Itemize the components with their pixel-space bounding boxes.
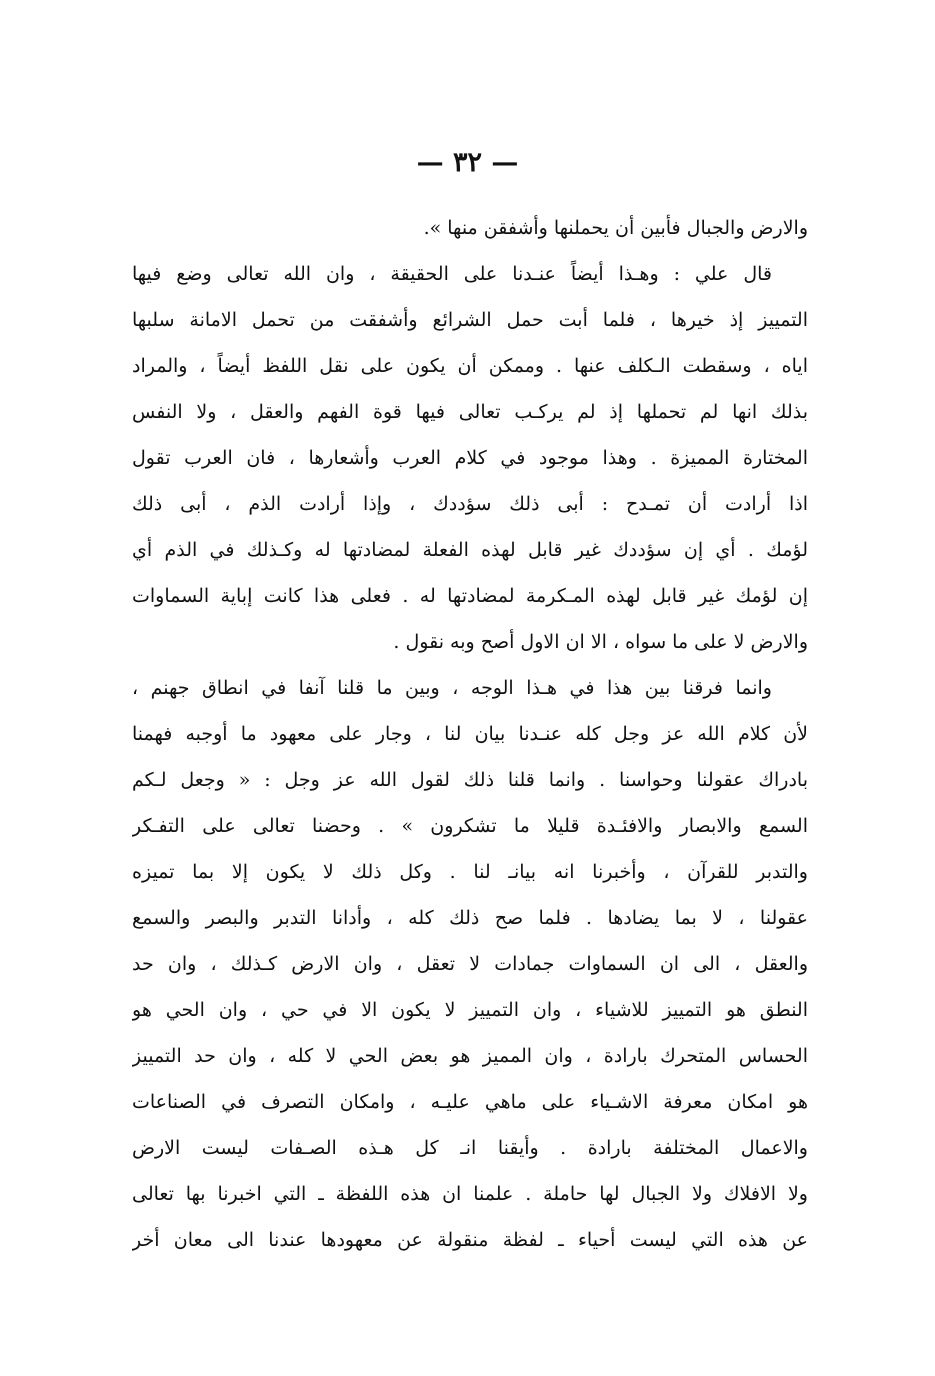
text-line: عقولنا ، لا بما يضادها . فلما صح ذلك كله ، وأدانا التدبر والبصر والسمع [132,907,808,929]
text-line: النطق هو التمييز للاشياء ، وان التمييز لا يكون الا في حي ، وان الحي هو [132,999,808,1021]
text-line: السمع والابصار والافئـدة قليلا ما تشكرون » . وحضنا تعالى على التفـكر [132,815,808,837]
text-line: وانما فرقنا بين هذا في هـذا الوجه ، وبين ما قلنا آنفا في انطاق جهنم ، [132,677,772,699]
text-line: قال علي : وهـذا أيضاً عنـدنا على الحقيقة ، وان الله تعالى وضع فيها [132,263,772,285]
text-line: بادراك عقولنا وحواسنا . وانما قلنا ذلك لقول الله عز وجل : « وجعل لـكم [132,769,808,791]
text-line: والتدبر للقرآن ، وأخبرنا انه بيانـ لنا . وكل ذلك لا يكون إلا بما تميزه [132,861,808,883]
text-line: والاعمال المختلفة بارادة . وأيقنا انـ كل هـذه الصـفات ليست الارض [132,1137,808,1159]
body-text [132,205,808,1263]
text-line: هو امكان معرفة الاشـياء على ماهي عليـه ، وامكان التصرف في الصناعات [132,1091,808,1113]
text-line: التمييز إذ خيرها ، فلما أبت حمل الشرائع وأشفقت من تحمل الامانة سلبها [132,309,808,331]
text-line: الحساس المتحرك بارادة ، وان المميز هو بعض الحي لا كله ، وان حد التمييز [132,1045,808,1067]
text-line: ولا الافلاك ولا الجبال لها حاملة . علمنا ان هذه اللفظة ـ التي اخبرنا بها تعالى [132,1183,808,1205]
text-line: إن لؤمك غير قابل لهذه المـكرمة لمضادتها له . فعلى هذا كانت إباية السماوات [132,585,808,607]
text-line: المختارة المميزة . وهذا موجود في كلام العرب وأشعارها ، فان العرب تقول [132,447,808,469]
text-line: اذا أرادت أن تمـدح : أبى ذلك سؤددك ، وإذا أرادت الذم ، أبى ذلك [132,493,808,515]
text-line: والعقل ، الى ان السماوات جمادات لا تعقل ، وان الارض كـذلك ، وان حد [132,953,808,975]
text-line: لأن كلام الله عز وجل كله عنـدنا بيان لنا ، وجار على معهود ما أوجبه فهمنا [132,723,808,745]
text-line: عن هذه التي ليست أحياء ـ لفظة منقولة عن معهودها عندنا الى معان أخر [132,1229,808,1251]
text-line: بذلك انها لم تحملها إذ لم يركـب تعالى فيها قوة الفهم والعقل ، ولا النفس [132,401,808,423]
text-line: لؤمك . أي إن سؤددك غير قابل لهذه الفعلة لمضادتها له وكـذلك في الذم أي [132,539,808,561]
page-number: — ٣٢ — [416,147,519,178]
text-line: والارض والجبال فأبين أن يحملنها وأشفقن منها ». [423,217,808,239]
text-line: اياه ، وسقطت الـكلف عنها . وممكن أن يكون على نقل اللفظ أيضاً ، والمراد [132,355,808,377]
text-line: والارض لا على ما سواه ، الا ان الاول أصح وبه نقول . [393,631,808,653]
